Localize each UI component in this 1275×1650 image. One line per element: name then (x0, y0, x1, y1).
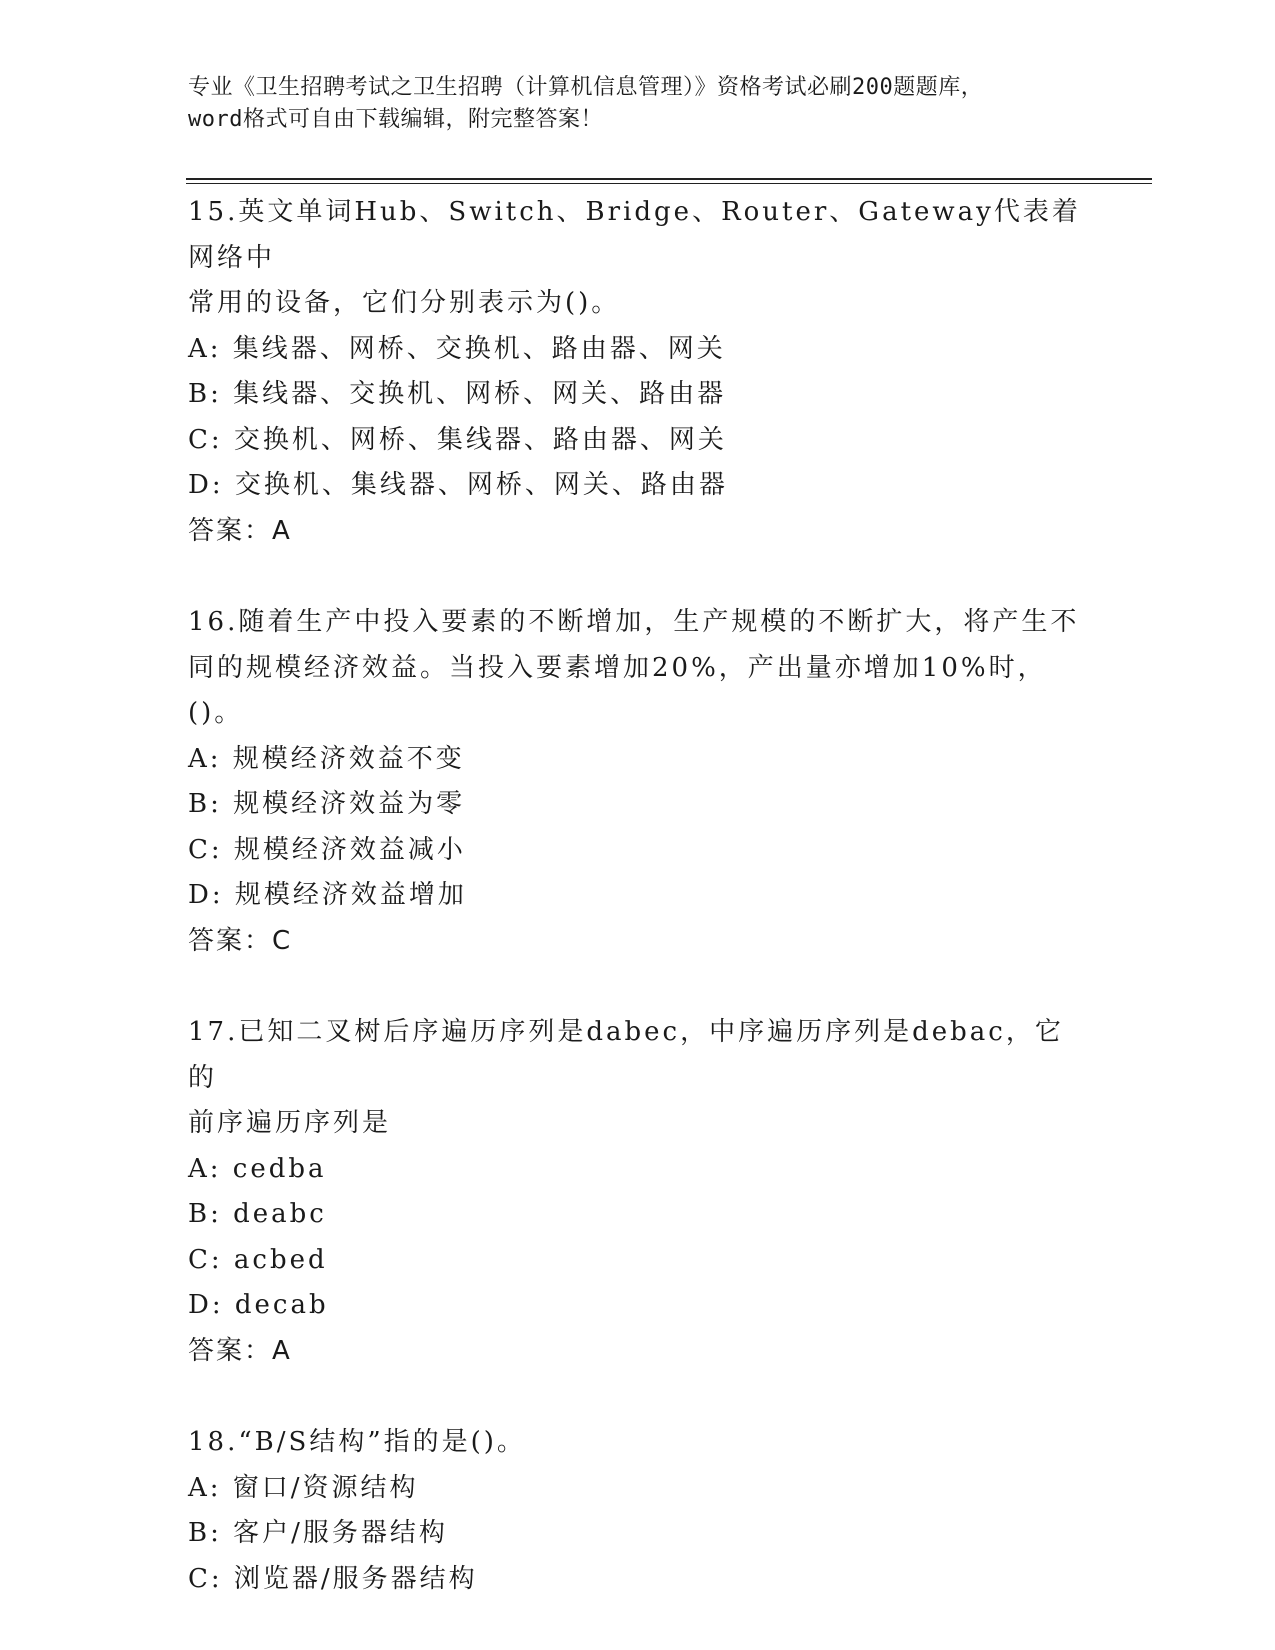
question-15 (188, 190, 1088, 554)
question-stem-line: 同的规模经济效益。当投入要素增加20%，产出量亦增加10%时，()。 (188, 652, 1047, 728)
option-a: A: 窗口/资源结构 (188, 1472, 419, 1503)
question-17 (188, 1010, 1088, 1374)
header-line-1: 专业《卫生招聘考试之卫生招聘（计算机信息管理）》资格考试必刷200题题库， (188, 75, 984, 100)
option-d: D: decab (188, 1290, 329, 1320)
option-c: C: 交换机、网桥、集线器、路由器、网关 (188, 424, 727, 455)
option-a: A: cedba (188, 1153, 327, 1184)
option-c: C: 浏览器/服务器结构 (188, 1563, 478, 1594)
answer: 答案：C (188, 925, 293, 956)
question-stem-line: 16.随着生产中投入要素的不断增加，生产规模的不断扩大，将产生不 (188, 607, 1080, 637)
option-a: A: 集线器、网桥、交换机、路由器、网关 (188, 333, 726, 364)
answer: 答案：A (188, 515, 292, 546)
option-c: C: 规模经济效益减小 (188, 834, 466, 865)
answer: 答案：A (188, 1335, 292, 1366)
question-stem-line: 15.英文单词Hub、Switch、Bridge、Router、Gateway代表着网络中 (188, 197, 1081, 273)
question-stem-line: 常用的设备，它们分别表示为()。 (188, 288, 621, 318)
header-line-2: word格式可自由下载编辑，附完整答案！ (188, 107, 603, 132)
option-d: D: 交换机、集线器、网桥、网关、路由器 (188, 470, 728, 500)
option-a: A: 规模经济效益不变 (188, 743, 465, 774)
option-c: C: acbed (188, 1244, 328, 1275)
question-16 (188, 600, 1088, 964)
question-stem-line: 17.已知二叉树后序遍历序列是dabec，中序遍历序列是debac，它的 (188, 1017, 1064, 1093)
question-stem-line: 18.“B/S结构”指的是()。 (188, 1427, 526, 1457)
document-header (188, 72, 1088, 136)
option-d: D: 规模经济效益增加 (188, 880, 467, 910)
option-b: B: deabc (188, 1199, 327, 1229)
question-18 (188, 1420, 1088, 1602)
question-stem-line: 前序遍历序列是 (188, 1108, 392, 1138)
option-b: B: 客户/服务器结构 (188, 1518, 448, 1548)
header-divider-thick (186, 178, 1152, 180)
option-b: B: 规模经济效益为零 (188, 789, 466, 819)
question-list (188, 190, 1088, 1648)
header-divider-thin (186, 183, 1152, 184)
option-b: B: 集线器、交换机、网桥、网关、路由器 (188, 379, 727, 409)
